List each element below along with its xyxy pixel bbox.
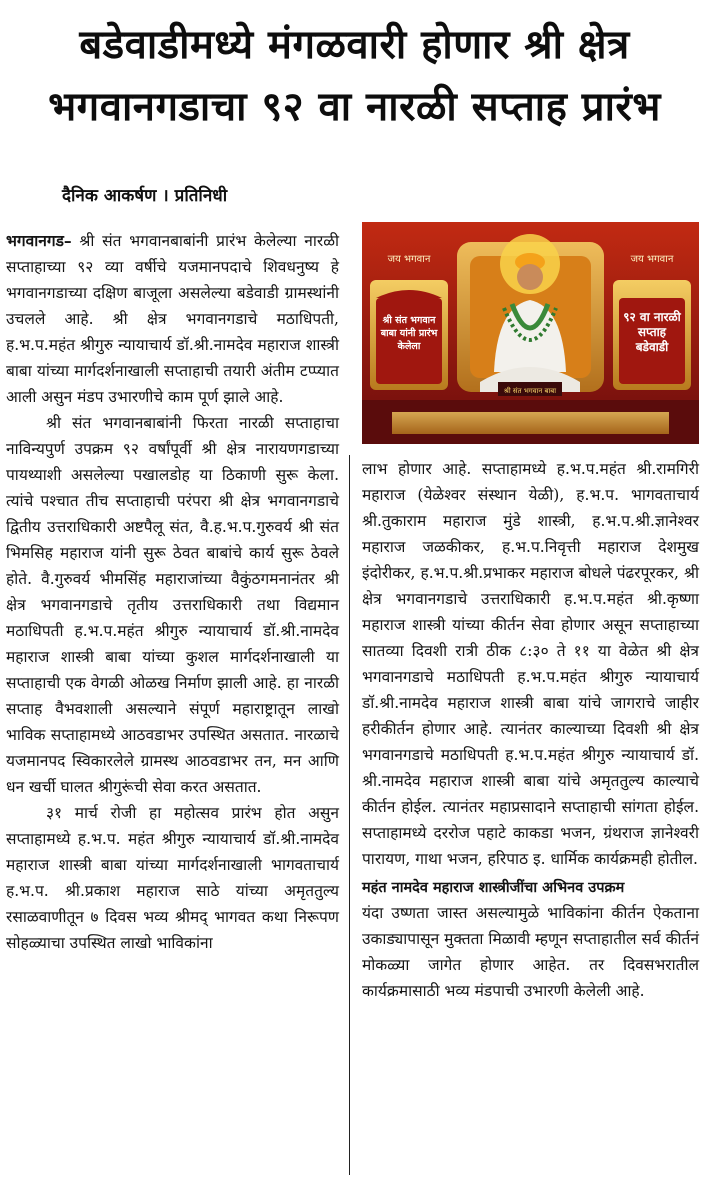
paragraph-3: ३१ मार्च रोजी हा महोत्सव प्रारंभ होत असुन सप्ताहामध्ये ह.भ.प. महंत श्रीगुरु न्यायाचार्य डॉ.श्री.नामदेव महाराज शास्त्री बाबा यांच्या मार्गदर्शनाखाली भागवताचार्य ह.भ.प. श्री.प्रकाश महाराज साठे यांच्या अमृततुल्य रसाळवाणीतून ७ दिवस भव्य श्रीमद् भागवत कथा निरूपण सोहळ्याचा उपस्थित लाखो भाविकांना <box>6 804 339 952</box>
paragraph-1 <box>6 228 339 410</box>
left-banner-top: जय भगवान <box>387 254 431 265</box>
column-divider <box>349 455 350 1175</box>
paragraph-2: श्री संत भगवानबाबांनी फिरता नारळी सप्ताहाचा नाविन्यपुर्ण उपक्रम ९२ वर्षांपूर्वी श्री क्षेत्र नारायणगडाच्या पायथ्याशी असलेल्या पखालडोह या ठिकाणी सुरू केला. त्यांचे पश्चात तीच सप्ताहाची परंपरा श्री क्षेत्र भगवानगडाचे द्वितीय उत्तराधिकारी अष्टपैलू संत, वै.ह.भ.प.गुरुवर्य श्री संत भिमसिह महाराज यांनी सुरू ठेवत बाबांचे कार्य सुरू ठेवले होते. वै.गुरुवर्य भीमसिंह महाराजांच्या वैकुंठगमनानंतर श्री क्षेत्र भगवानगडाचे तृतीय उत्तराधिकारी तथा विद्यमान मठाधिपती ह.भ.प.महंत श्रीगुरु न्यायाचार्य डॉ.श्री.नामदेव महाराज शास्त्री बाबा यांच्या कुशल मार्गदर्शनाखाली या सप्ताहाची एक वेगळी ओळख निर्माण झाली आहे. हा नारळी सप्ताह वैभवशाली असल्याने संपूर्ण महाराष्ट्रातून लाखो भाविक सप्ताहामध्ये आठवडाभर उपस्थित असतात. नारळाचे यजमानपद स्विकारलेले ग्रामस्थ आठवडाभर तन, मन आणि धन खर्ची घालत श्रीगुरूंची सेवा करत असतात. <box>6 414 339 796</box>
article-photo <box>362 222 699 444</box>
article-column-right <box>362 456 699 1004</box>
headline-line-1: बडेवाडीमध्ये मंगळवारी होणार श्री क्षेत्र <box>79 22 630 68</box>
subheading: महंत नामदेव महाराज शास्त्रीजींचा अभिनव उपक्रम <box>362 880 625 896</box>
right-banner-text: ९२ वा नारळी सप्ताह बडेवाडी <box>623 310 681 354</box>
photo-name-plate: श्री संत भगवान बाबा <box>503 387 557 395</box>
paragraph-5: यंदा उष्णता जास्त असल्यामुळे भाविकांना कीर्तन ऐकताना उकाड्यापासून मुक्तता मिळावी म्हणून सप्ताहातील सर्व कीर्तनं मोकळ्या जागेत होणार आहेत. तर दिवसभरातील कार्यक्रमासाठी भव्य मंडपाची उभारणी केलेली आहे. <box>362 904 699 1000</box>
byline: दैनिक आकर्षण । प्रतिनिधी <box>62 186 228 206</box>
headline <box>10 14 699 138</box>
dateline: भगवानगड– <box>6 232 72 250</box>
left-banner-text: श्री संत भगवान बाबा यांनी प्रारंभ केलेला <box>380 315 438 352</box>
article-column-left <box>6 228 339 956</box>
paragraph-1-text: श्री संत भगवानबाबांनी प्रारंभ केलेल्या नारळी सप्ताहाच्या ९२ व्या वर्षीचे यजमानपदाचे शिवधनुष्य हे भगवानगडाच्या दक्षिण बाजूला असलेल्या बडेवाडी ग्रामस्थांनी उचलले आहे. श्री क्षेत्र भगवानगडाचे मठाधिपती, ह.भ.प.महंत श्रीगुरु न्यायाचार्य डॉ.श्री.नामदेव महाराज शास्त्री बाबा यांच्या मार्गदर्शनाखाली सप्ताहाची तयारी अंतीम टप्प्यात आली असुन मंडप उभारणीचे काम पूर्ण झाले आहे. <box>6 232 339 406</box>
headline-line-2: भगवानगडाचा ९२ वा नारळी सप्ताह प्रारंभ <box>48 84 661 130</box>
paragraph-4: लाभ होणार आहे. सप्ताहामध्ये ह.भ.प.महंत श्री.रामगिरी महाराज (येळेश्वर संस्थान येळी), ह.भ.प. भागवताचार्य श्री.तुकाराम महाराज मुंडे शास्त्री, ह.भ.प.श्री.ज्ञानेश्वर महाराज जळकीकर, ह.भ.प.निवृत्ती महाराज देशमुख इंदोरीकर, ह.भ.प.श्री.प्रभाकर महाराज बोधले पंढरपूरकर, श्री क्षेत्र भगवानगडाचे उत्तराधिकारी ह.भ.प.महंत श्री.कृष्णा महाराज शास्त्री यांच्या कीर्तन सेवा होणार असून सप्ताहाच्या सातव्या दिवशी रात्री ठीक ८:३० ते ११ या वेळेत श्री क्षेत्र भगवानगडाचे मठाधिपती ह.भ.प.महंत श्रीगुरु न्यायाचार्य डॉ.श्री.नामदेव महाराज शास्त्री बाबा यांचे जागराचे जाहीर हरीकीर्तन होणार आहे. त्यानंतर काल्याच्या दिवशी श्री क्षेत्र भगवानगडाचे मठाधिपती ह.भ.प.महंत श्रीगुरु न्यायाचार्य डॉ. श्री.नामदेव महाराज शास्त्री बाबा यांचे अमृततुल्य काल्याचे कीर्तन होईल. त्यानंतर महाप्रसादाने सप्ताहाची सांगता होईल. सप्ताहामध्ये दररोज पहाटे काकडा भजन, ग्रंथराज ज्ञानेश्वरी पारायण, गाथा भजन, हरिपाठ इ. धार्मिक कार्यक्रमही होतील. <box>362 460 699 868</box>
right-banner-top: जय भगवान <box>630 254 674 265</box>
